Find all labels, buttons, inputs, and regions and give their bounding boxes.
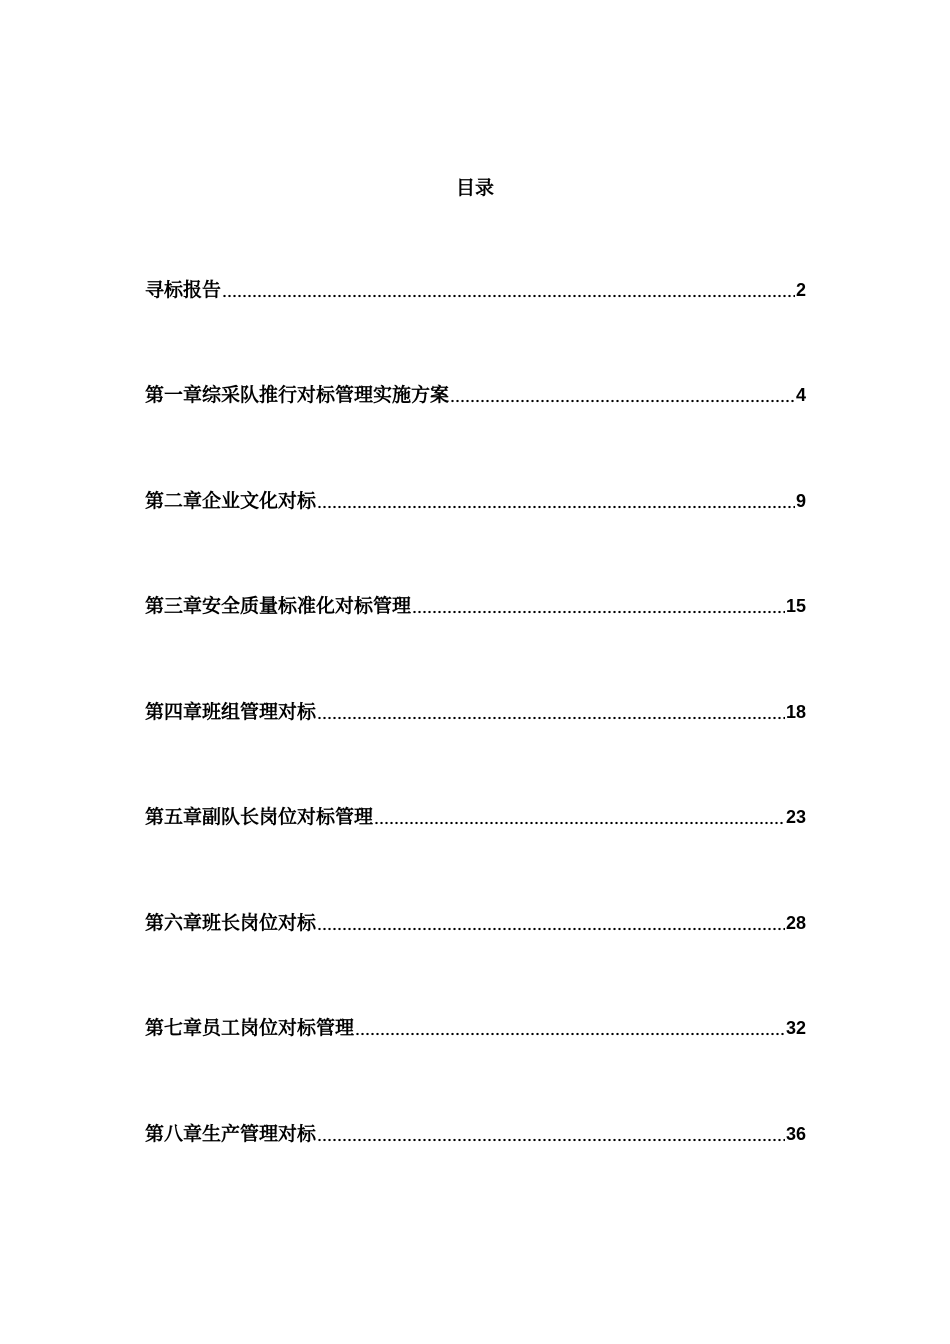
toc-entry-page-number: 2 <box>795 280 806 300</box>
toc-leader-dots <box>317 1138 785 1142</box>
toc-entry-label: 第三章安全质量标准化对标管理 <box>145 595 412 617</box>
toc-leader-dots <box>317 716 785 720</box>
toc-entry[interactable] <box>145 1119 806 1149</box>
toc-entry-label: 第一章综采队推行对标管理实施方案 <box>145 384 450 406</box>
toc-entry-page-number: 28 <box>785 913 806 933</box>
toc-entry-page-number: 4 <box>795 385 806 405</box>
toc-entry-page-number: 18 <box>785 702 806 722</box>
toc-entry[interactable] <box>145 486 806 516</box>
toc-entry-label: 寻标报告 <box>145 279 222 301</box>
toc-leader-dots <box>450 399 795 403</box>
toc-entry[interactable] <box>145 802 806 832</box>
toc-entry[interactable] <box>145 275 806 305</box>
toc-leader-dots <box>412 610 785 614</box>
toc-entry[interactable] <box>145 380 806 410</box>
toc-entry-label: 第六章班长岗位对标 <box>145 912 317 934</box>
toc-leader-dots <box>374 821 785 825</box>
toc-entry-page-number: 23 <box>785 807 806 827</box>
toc-entry-page-number: 32 <box>785 1018 806 1038</box>
toc-entry-page-number: 36 <box>785 1124 806 1144</box>
toc-entry[interactable] <box>145 697 806 727</box>
toc-leader-dots <box>222 294 795 298</box>
toc-entry-label: 第四章班组管理对标 <box>145 701 317 723</box>
toc-entry[interactable] <box>145 591 806 621</box>
toc-entry-label: 第五章副队长岗位对标管理 <box>145 806 374 828</box>
toc-entry[interactable] <box>145 1013 806 1043</box>
toc-entry-page-number: 9 <box>795 491 806 511</box>
toc-leader-dots <box>317 927 785 931</box>
toc-entry-label: 第八章生产管理对标 <box>145 1123 317 1145</box>
toc-entry[interactable] <box>145 908 806 938</box>
toc-entry-label: 第七章员工岗位对标管理 <box>145 1017 355 1039</box>
toc-title: 目录 <box>455 177 494 199</box>
toc-entry-page-number: 15 <box>785 596 806 616</box>
toc-entry-label: 第二章企业文化对标 <box>145 490 317 512</box>
toc-leader-dots <box>317 505 795 509</box>
toc-leader-dots <box>355 1032 785 1036</box>
